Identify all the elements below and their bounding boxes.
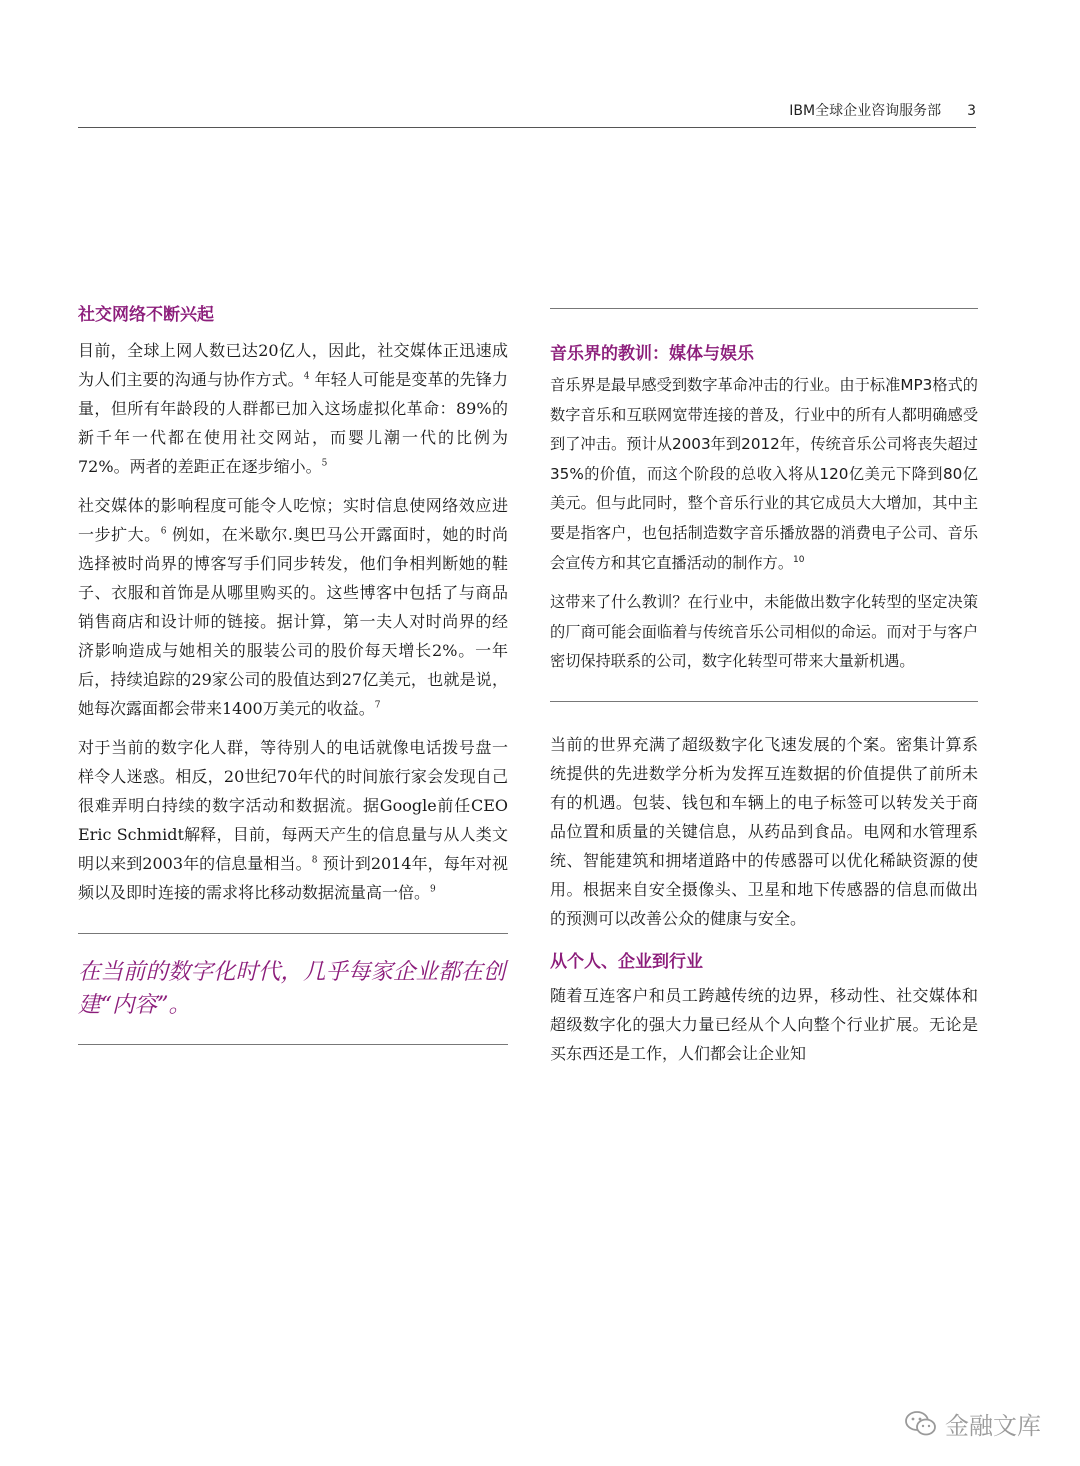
section-heading-social: 社交网络不断兴起	[78, 305, 214, 325]
paragraph-social-2	[78, 491, 508, 723]
paragraph-text: 预计到2014年，每年对视频以及即时连接的需求将比移动数据流量高一倍。	[78, 854, 508, 902]
footnote-ref: 4	[303, 371, 310, 382]
quote-rule-top	[78, 933, 508, 934]
paragraph-hyperdigital: 当前的世界充满了超级数字化飞速发展的个案。密集计算系统提供的先进数学分析为发挥互连数据的价值提供了前所未有的机遇。包装、钱包和车辆上的电子标签可以转发关于商品位置和质量的关键信息，从药品到食品。电网和水管理系统、智能建筑和拥堵道路中的传感器可以优化稀缺资源的使用。根据来自安全摄像头、卫星和地下传感器的信息而做出的预测可以改善公众的健康与安全。	[550, 734, 978, 928]
page-header	[78, 96, 976, 128]
paragraph-text: 音乐界是最早感受到数字革命冲击的行业。由于标准MP3格式的数字音乐和互联网宽带连接的普及，行业中的所有人都明确感受到了冲击。预计从2003年到2012年，传统音乐公司将丧失超过35%的价值，而这个阶段的总收入将从120亿美元下降到80亿美元。但与此同时，整个音乐行业的其它成员大大增加，其中主要是指客户，也包括制造数字音乐播放器的消费电子公司、音乐会宣传方和其它直播活动的制作方。	[550, 376, 978, 572]
page-number: 3	[967, 103, 976, 119]
sidebar-heading: 音乐界的教训：媒体与娱乐	[550, 344, 754, 364]
sidebar-rule-bottom	[550, 701, 978, 702]
paragraph-text: 年轻人可能是变革的先锋力量，但所有年龄段的人群都已加入这场虚拟化革命：89%的新千年一代都在使用社交网站，而婴儿潮一代的比例为72%。两者的差距正在逐步缩小。	[78, 370, 508, 476]
right-column	[550, 308, 978, 1078]
watermark-text: 金融文库	[945, 1412, 1041, 1440]
sidebar-paragraph-2: 这带来了什么教训？在行业中，未能做出数字化转型的坚定决策的厂商可能会面临着与传统音乐公司相似的命运。而对于与客户密切保持联系的公司，数字化转型可带来大量新机遇。	[550, 593, 978, 671]
header-text	[789, 100, 976, 120]
paragraph-text: 目前，全球上网人数已达20亿人，因此，社交媒体正迅速成为人们主要的沟通与协作方式。	[78, 341, 508, 389]
footnote-ref: 10	[793, 554, 805, 565]
sidebar-paragraph-1	[550, 371, 978, 578]
sidebar-rule-top	[550, 308, 978, 309]
left-column	[78, 302, 508, 1045]
wechat-icon	[905, 1410, 937, 1438]
paragraph-industry: 随着互连客户和员工跨越传统的边界，移动性、社交媒体和超级数字化的强大力量已经从个人向整个行业扩展。无论是买东西还是工作，人们都会让企业知	[550, 985, 978, 1063]
footnote-ref: 9	[430, 884, 436, 895]
quote-rule-bottom	[78, 1044, 508, 1045]
paragraph-social-3	[78, 733, 508, 907]
paragraph-text: 社交媒体的影响程度可能令人吃惊；实时信息使网络效应进一步扩大。	[78, 496, 508, 544]
footnote-ref: 8	[311, 855, 318, 866]
footnote-ref: 7	[374, 700, 381, 711]
watermark	[905, 1406, 1041, 1441]
section-heading-industry: 从个人、企业到行业	[550, 951, 703, 972]
footnote-ref: 6	[160, 526, 167, 537]
header-title: IBM全球企业咨询服务部	[789, 103, 942, 119]
header-rule	[78, 127, 976, 128]
paragraph-text: 例如，在米歇尔.奥巴马公开露面时，她的时尚选择被时尚界的博客写手们同步转发，他们争相判断她的鞋子、衣服和首饰是从哪里购买的。这些博客中包括了与商品销售商店和设计师的链接。据计算，第一夫人对时尚界的经济影响造成与她相关的服装公司的股价每天增长2%。一年后，持续追踪的29家公司的股值达到27亿美元，也就是说，她每次露面都会带来1400万美元的收益。	[78, 525, 508, 718]
paragraph-text: 对于当前的数字化人群，等待别人的电话就像电话拨号盘一样令人迷惑。相反，20世纪70年代的时间旅行家会发现自己很难弄明白持续的数字活动和数据流。据Google前任CEO Eric Schmidt解释，目前，每两天产生的信息量与从人类文明以来到2003年的信息量相当。	[78, 738, 508, 873]
pull-quote: 在当前的数字化时代，几乎每家企业都在创建“内容”。	[78, 959, 506, 1018]
paragraph-social-1	[78, 336, 508, 481]
footnote-ref: 5	[321, 458, 328, 469]
